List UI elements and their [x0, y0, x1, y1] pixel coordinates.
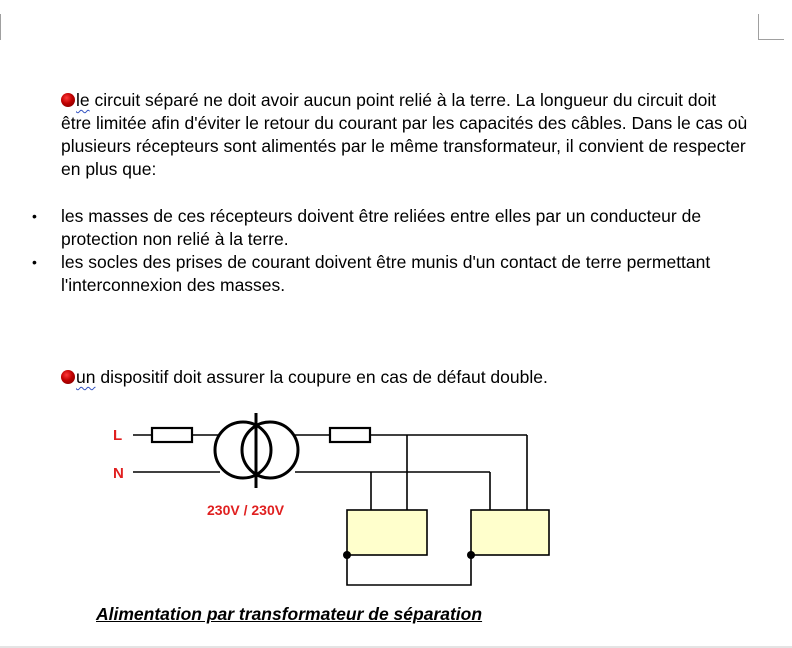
paragraph1-first-word: le	[76, 90, 90, 110]
bullet-dot-icon: •	[32, 254, 37, 270]
mass-dot-2	[467, 551, 475, 559]
label-line-L: L	[113, 427, 123, 444]
load-receptor-2	[471, 510, 549, 555]
fuse-primary	[152, 428, 192, 442]
diagram-caption: Alimentation par transformateur de séparation	[96, 604, 483, 624]
mass-dot-1	[343, 551, 351, 559]
load-receptor-1	[347, 510, 427, 555]
paragraph2-text: dispositif doit assurer la coupure en cas de défaut double.	[95, 367, 548, 387]
list-item-text: les masses de ces récepteurs doivent être reliées entre elles par un conducteur de protection non relié à la terre.	[61, 206, 702, 249]
paragraph1-text: circuit séparé ne doit avoir aucun point relié à la terre. La longueur du circuit doit être limitée afin d'éviter le retour du courant par les capacités des câbles. Dans le cas où plusieurs récepteurs sont alimentés par le même transformateur, il convient de respecter en plus que:	[61, 90, 748, 179]
protective-conductor	[347, 555, 471, 585]
transformer-rating-label: 230V / 230V	[207, 502, 285, 518]
paragraph2-first-word: un	[76, 367, 96, 387]
bullet-dot-icon: •	[32, 208, 37, 224]
label-neutral-N: N	[113, 465, 124, 482]
list-item-text: les socles des prises de courant doivent être munis d'un contact de terre permettant l'interconnexion des masses.	[61, 252, 711, 295]
fuse-secondary	[330, 428, 370, 442]
